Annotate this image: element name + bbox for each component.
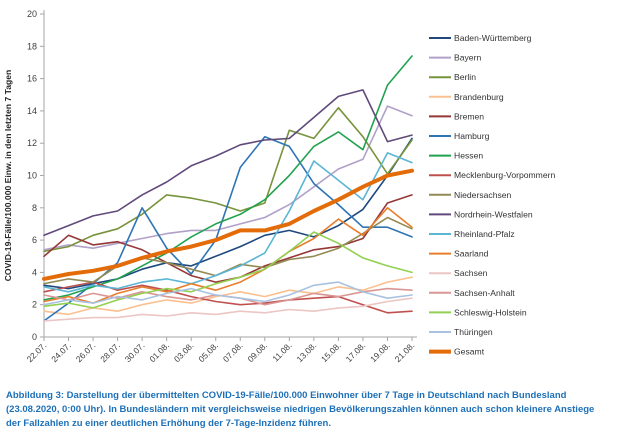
y-tick-label: 18 xyxy=(26,41,37,52)
y-tick-label: 14 xyxy=(26,105,37,116)
series-line-bayern xyxy=(44,106,412,250)
series-lines xyxy=(44,56,412,321)
legend-label: Hamburg xyxy=(454,131,490,141)
legend-item-hamburg xyxy=(429,131,490,141)
legend-label: Sachsen-Anhalt xyxy=(454,287,515,298)
series-line-gesamt xyxy=(44,171,412,279)
x-tick-label: 21.08. xyxy=(392,340,417,365)
x-tick-label: 22.07. xyxy=(24,340,49,365)
legend-item-brandenburg xyxy=(429,92,504,102)
legend-label: Thüringen xyxy=(454,327,493,337)
legend-label: Saarland xyxy=(454,248,489,259)
legend-label: Niedersachsen xyxy=(454,189,512,200)
legend-label: Schleswig-Holstein xyxy=(454,307,527,318)
legend-label: Mecklenburg-Vorpommern xyxy=(454,170,556,181)
chart-legend xyxy=(429,33,555,357)
x-tick-label: 30.07. xyxy=(122,340,147,365)
legend-item-saarland xyxy=(429,249,489,259)
y-tick-label: 8 xyxy=(31,202,37,213)
legend-item-gesamt xyxy=(429,347,485,357)
legend-item-rheinland-pfalz xyxy=(429,229,515,239)
x-tick-label: 09.08. xyxy=(245,340,270,365)
x-tick-label: 07.08. xyxy=(220,340,245,365)
legend-item-mecklenburg-vorpommern xyxy=(429,170,555,180)
y-tick-label: 0 xyxy=(31,332,37,342)
axes xyxy=(3,9,417,364)
legend-item-schleswig-holstein xyxy=(429,307,527,317)
x-tick-label: 05.08. xyxy=(196,340,221,365)
legend-label: Rheinland-Pfalz xyxy=(454,229,515,239)
y-axis-title: COVID-19-Fälle/100.000 Einw. in den letzten 7 Tagen xyxy=(3,69,13,282)
y-tick-label: 2 xyxy=(31,299,37,310)
legend-label: Bayern xyxy=(454,52,482,63)
legend-label: Brandenburg xyxy=(454,91,504,102)
legend-item-niedersachsen xyxy=(429,190,512,200)
y-tick-label: 6 xyxy=(31,235,37,246)
figure-caption: Abbildung 3: Darstellung der übermittelten COVID-19-Fälle/100.000 Einwohner über 7 Tage in Deutschland nach Bundesland (23.08.2020, 0:00 Uhr). In Bundesländern mit vergleichsweise niedrigen Bevölkerungszahlen können auch schon kleinere Anstiege der Fallzahlen zu einer deutlichen Erhöhung der 7-Tage-Inzidenz führen. xyxy=(6,390,595,429)
x-tick-label: 26.07. xyxy=(73,340,98,365)
x-tick-label: 17.08. xyxy=(343,340,368,365)
legend-label: Baden-Württemberg xyxy=(454,33,532,43)
legend-item-baden-w-rttemberg xyxy=(429,33,532,43)
legend-item-bremen xyxy=(429,111,484,121)
x-tick-label: 11.08. xyxy=(270,340,294,364)
legend-item-sachsen-anhalt xyxy=(429,288,515,298)
legend-label: Berlin xyxy=(454,72,476,83)
legend-item-bayern xyxy=(429,53,481,63)
legend-item-berlin xyxy=(429,72,476,82)
x-tick-label: 03.08. xyxy=(171,340,196,365)
x-tick-label: 19.08. xyxy=(368,340,392,365)
legend-label: Nordrhein-Westfalen xyxy=(454,209,533,220)
legend-item-th-ringen xyxy=(429,327,493,337)
y-tick-label: 12 xyxy=(26,138,37,149)
series-line-hessen xyxy=(44,56,412,300)
y-tick-label: 16 xyxy=(26,73,37,84)
x-tick-label: 15.08. xyxy=(319,340,343,365)
legend-item-sachsen xyxy=(429,268,488,278)
y-tick-label: 20 xyxy=(26,9,37,19)
legend-label: Hessen xyxy=(454,150,484,161)
legend-item-hessen xyxy=(429,151,483,161)
legend-item-nordrhein-westfalen xyxy=(429,209,533,219)
series-line-berlin xyxy=(44,108,412,252)
legend-label: Sachsen xyxy=(454,268,488,279)
y-tick-label: 10 xyxy=(26,170,37,181)
x-tick-label: 28.07. xyxy=(98,340,123,365)
x-tick-label: 01.08. xyxy=(147,340,172,365)
legend-label: Bremen xyxy=(454,111,485,122)
legend-label: Gesamt xyxy=(454,346,485,357)
x-tick-label: 13.08. xyxy=(294,340,319,365)
x-tick-label: 24.07. xyxy=(49,340,73,365)
y-tick-label: 4 xyxy=(31,267,37,278)
